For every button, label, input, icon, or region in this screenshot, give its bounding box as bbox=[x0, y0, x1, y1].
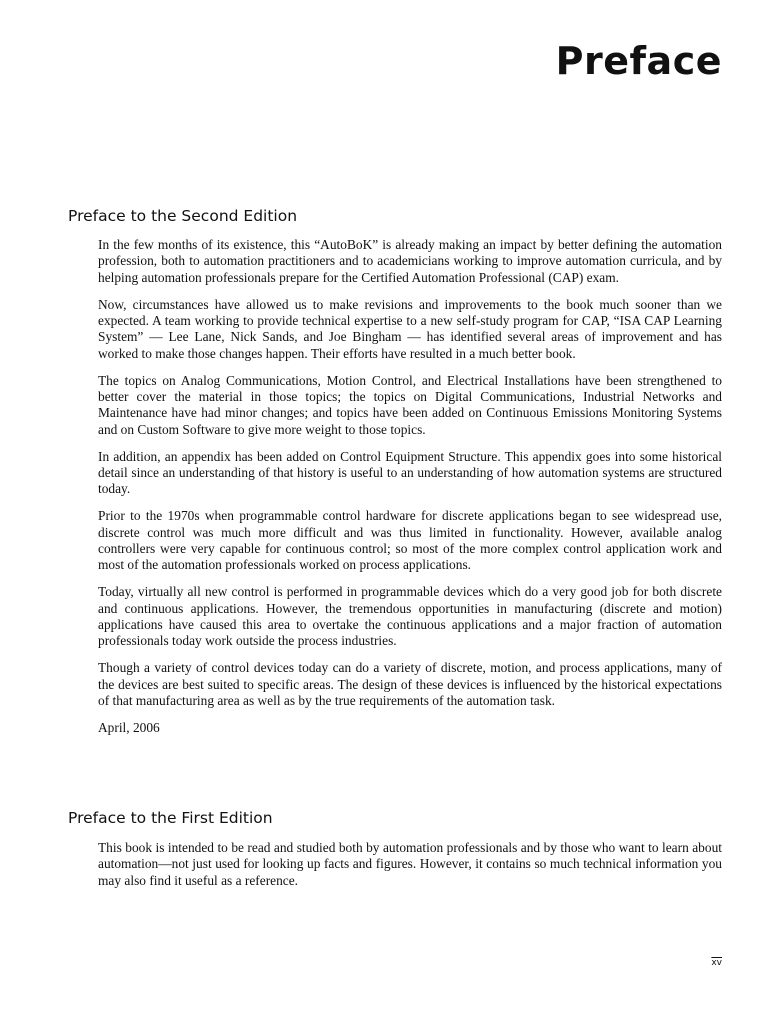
second-edition-body bbox=[98, 237, 722, 747]
second-edition-paragraph-2: Now, circumstances have allowed us to make revisions and improvements to the book much sooner than we expected. A team working to provide technical expertise to a new self-study program for CAP, “ISA CAP Learning System” — Lee Lane, Nick Sands, and Joe Bingham — has identified several areas of improvement and has worked to make those changes happen. Their efforts have resulted in a much better book. bbox=[98, 296, 722, 361]
second-edition-paragraph-1: In the few months of its existence, this “AutoBoK” is already making an impact by better defining the automation profession, both to automation practitioners and to academicians working to improve automation curricula, and by helping automation professionals prepare for the Certified Automation Professional (CAP) exam. bbox=[98, 237, 722, 285]
second-edition-paragraph-4: In addition, an appendix has been added on Control Equipment Structure. This appendix goes into some historical detail since an understanding of that history is useful to an understanding of how automation systems are structured today. bbox=[98, 448, 722, 497]
second-edition-date: April, 2006 bbox=[98, 719, 160, 735]
second-edition-paragraph-7: Though a variety of control devices today can do a variety of discrete, motion, and process applications, many of the devices are best suited to specific areas. The design of these devices is influenced by the historical expectations of that manufacturing area as well as by the true requirements of the automation task. bbox=[98, 660, 722, 709]
first-edition-paragraph-1: This book is intended to be read and studied both by automation professionals and by those who want to learn about automation—not just used for looking up facts and figures. However, it contains so much technical information you may also find it useful as a reference. bbox=[98, 840, 722, 888]
page-title: Preface bbox=[555, 39, 722, 83]
first-edition-heading: Preface to the First Edition bbox=[68, 809, 273, 827]
second-edition-heading: Preface to the Second Edition bbox=[68, 207, 298, 225]
page-number: $\overline{xv}$ bbox=[711, 958, 722, 968]
second-edition-paragraph-5: Prior to the 1970s when programmable control hardware for discrete applications began to see widespread use, discrete control was much more difficult and was thus limited in functionality. However, available analog controllers were very capable for continuous control; so most of the more complex control application work and most of the automation professionals worked on process applications. bbox=[98, 508, 722, 573]
second-edition-paragraph-3: The topics on Analog Communications, Motion Control, and Electrical Installations have been strengthened to better cover the material in those topics; the topics on Digital Communications, Industrial Networks and Maintenance have had minor changes; and topics have been added on Continuous Emissions Monitoring Systems and on Custom Software to give more weight to those topics. bbox=[98, 372, 722, 437]
first-edition-body bbox=[98, 840, 722, 900]
second-edition-paragraph-6: Today, virtually all new control is performed in programmable devices which do a very good job for both discrete and continuous applications. However, the tremendous opportunities in manufacturing (discrete and motion) applications have caused this area to overtake the continuous applications and a major fraction of automation professionals today work outside the process industries. bbox=[98, 584, 722, 649]
